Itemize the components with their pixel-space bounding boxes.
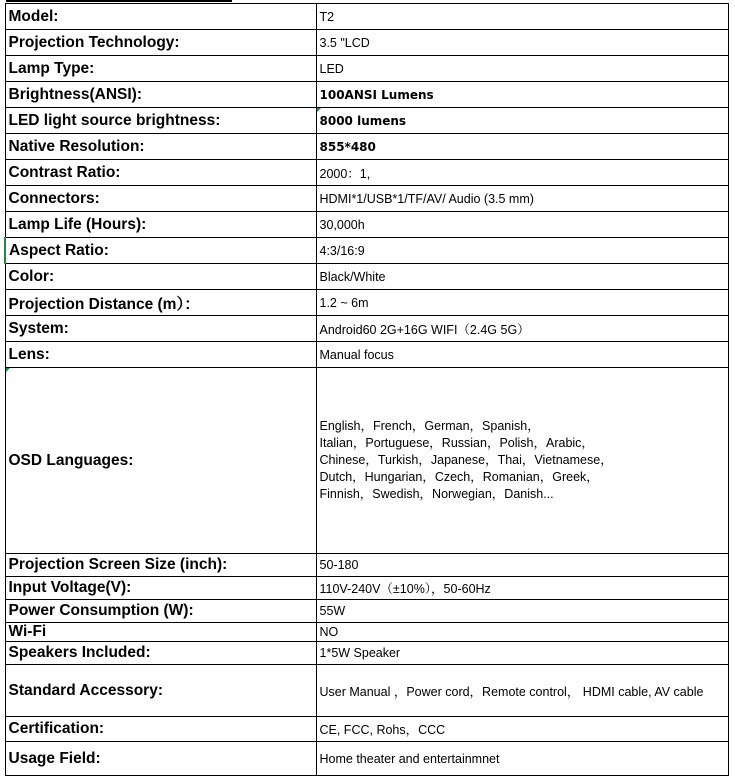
table-row bbox=[5, 642, 729, 665]
row-label: Color: bbox=[5, 264, 316, 290]
osd-language-line: Dutch，Hungarian，Czech，Romanian，Greek， bbox=[319, 470, 599, 484]
row-label: Lamp Life (Hours): bbox=[5, 212, 316, 238]
table-row bbox=[5, 56, 729, 82]
row-label: System: bbox=[5, 316, 316, 342]
spec-table bbox=[4, 3, 729, 776]
row-value: CE, FCC, Rohs，CCC bbox=[316, 717, 729, 742]
table-row bbox=[5, 108, 729, 134]
row-label: Wi-Fi bbox=[5, 623, 316, 642]
row-label: Connectors: bbox=[5, 186, 316, 212]
row-label: Projection Technology: bbox=[5, 30, 316, 56]
row-label: Projection Screen Size (inch): bbox=[5, 554, 316, 577]
row-label: Contrast Ratio: bbox=[5, 160, 316, 186]
table-row bbox=[5, 264, 729, 290]
row-label: Lamp Type: bbox=[5, 56, 316, 82]
table-row bbox=[5, 665, 729, 717]
row-value: 855*480 bbox=[316, 134, 729, 160]
table-row bbox=[5, 600, 729, 623]
row-value: 50-180 bbox=[316, 554, 729, 577]
table-row bbox=[5, 316, 729, 342]
row-value: 1.2 ~ 6m bbox=[316, 290, 729, 316]
row-value: 100ANSI Lumens bbox=[316, 82, 729, 108]
table-row bbox=[5, 577, 729, 600]
row-label: Native Resolution: bbox=[5, 134, 316, 160]
row-value: NO bbox=[316, 623, 729, 642]
table-row bbox=[5, 160, 729, 186]
row-label: Aspect Ratio: bbox=[5, 238, 316, 264]
table-row bbox=[5, 82, 729, 108]
table-row bbox=[5, 742, 729, 776]
top-border-line bbox=[6, 0, 232, 2]
table-row bbox=[5, 238, 729, 264]
row-value: LED bbox=[316, 56, 729, 82]
row-label: Certification: bbox=[5, 717, 316, 742]
row-value: Android60 2G+16G WIFI（2.4G 5G） bbox=[316, 316, 729, 342]
row-value: 1*5W Speaker bbox=[316, 642, 729, 665]
osd-language-line: Finnish，Swedish，Norwegian，Danish... bbox=[319, 487, 554, 501]
table-row bbox=[5, 212, 729, 238]
table-row bbox=[5, 186, 729, 212]
table-row bbox=[5, 134, 729, 160]
row-label: Input Voltage(V): bbox=[5, 577, 316, 600]
row-label: OSD Languages: bbox=[5, 368, 316, 554]
table-row bbox=[5, 342, 729, 368]
row-value: Home theater and entertainmnet bbox=[316, 742, 729, 776]
table-row bbox=[5, 290, 729, 316]
table-row bbox=[5, 717, 729, 742]
table-row bbox=[5, 30, 729, 56]
osd-language-line: Italian，Portuguese，Russian，Polish，Arabic， bbox=[319, 436, 594, 450]
table-row bbox=[5, 368, 729, 554]
row-value: 30,000h bbox=[316, 212, 729, 238]
row-value: 2000：1, bbox=[316, 160, 729, 186]
row-value: 3.5 "LCD bbox=[316, 30, 729, 56]
row-label: Model: bbox=[5, 4, 316, 30]
osd-languages-value bbox=[316, 368, 729, 554]
row-label: Power Consumption (W): bbox=[5, 600, 316, 623]
row-label: Lens: bbox=[5, 342, 316, 368]
row-label: Standard Accessory: bbox=[5, 665, 316, 717]
row-value: T2 bbox=[316, 4, 729, 30]
row-value: User Manual ，Power cord，Remote control， HDMI cable, AV cable bbox=[316, 665, 729, 717]
osd-language-line: Chinese，Turkish，Japanese，Thai，Vietnamese， bbox=[319, 453, 613, 467]
row-label: LED light source brightness: bbox=[5, 108, 316, 134]
row-label: Speakers Included: bbox=[5, 642, 316, 665]
row-label: Projection Distance (m）： bbox=[5, 290, 316, 316]
row-value: Manual focus bbox=[316, 342, 729, 368]
row-value: 4:3/16:9 bbox=[316, 238, 729, 264]
table-row bbox=[5, 554, 729, 577]
row-value: HDMI*1/USB*1/TF/AV/ Audio (3.5 mm) bbox=[316, 186, 729, 212]
osd-language-line: English，French，German，Spanish， bbox=[319, 419, 540, 433]
row-value: 110V-240V（±10%），50-60Hz bbox=[316, 577, 729, 600]
row-value: 8000 lumens bbox=[316, 108, 729, 134]
row-value: 55W bbox=[316, 600, 729, 623]
table-row bbox=[5, 623, 729, 642]
row-value: Black/White bbox=[316, 264, 729, 290]
row-label: Brightness(ANSI): bbox=[5, 82, 316, 108]
table-row bbox=[5, 4, 729, 30]
row-label: Usage Field: bbox=[5, 742, 316, 776]
